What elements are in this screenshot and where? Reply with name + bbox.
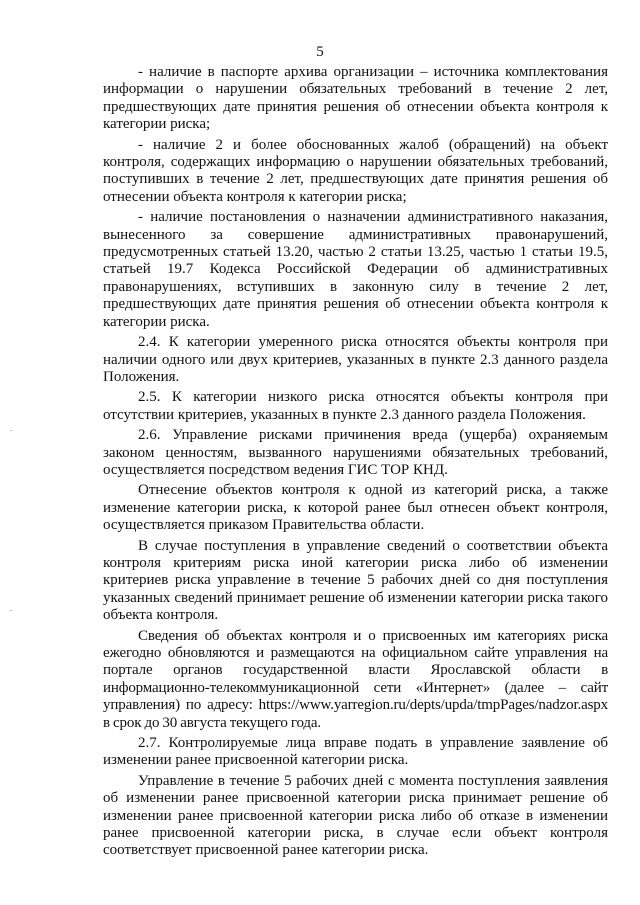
clause-2-6-risk-management: 2.6. Управление рисками причинения вреда (ущерба) охраняемым законом ценностям, вызванного нарушениями обязательных требований, осуществляется посредством ведения ГИС ТОР КНД. bbox=[103, 427, 608, 478]
document-body bbox=[103, 64, 608, 863]
application-decision: Управление в течение 5 рабочих дней с момента поступления заявления об изменении ранее присвоенной категории риска принимает решение об изменении ранее присвоенной категории риска либо об отказе в изменении ранее присвоенной категории риска, в случае если объект контроля соответствует присвоенной ранее категории риска. bbox=[103, 772, 608, 859]
criterion-archive-passport: - наличие в паспорте архива организации – источника комплектования информации о нарушении обязательных требований в течение 2 лет, предшествующих дате принятия решения об отнесении объекта контроля к категории риска; bbox=[103, 64, 608, 133]
risk-category-change: В случае поступления в управление сведений о соответствии объекта контроля критериям риска иной категории риска либо об изменении критериев риска управление в течение 5 рабочих дней со дня поступления указанных сведений принимает решение об изменении категории риска такого объекта контроля. bbox=[103, 537, 608, 624]
clause-2-4-moderate-risk: 2.4. К категории умеренного риска относятся объекты контроля при наличии одного или двух критериев, указанных в пункте 2.3 данного раздела Положения. bbox=[103, 334, 608, 385]
criterion-administrative-penalty: - наличие постановления о назначении административного наказания, вынесенного за совершение административных правонарушений, предусмотренных статьей 13.20, частью 2 статьи 13.25, частью 1 статьи 19.5, статьей 19.7 Кодекса Российской Федерации об административных правонарушениях, вступивших в законную силу в течение 2 лет, предшествующих дате принятия решения об отнесении объекта контроля к категории риска. bbox=[103, 209, 608, 330]
clause-2-7-application: 2.7. Контролируемые лица вправе подать в управление заявление об изменении ранее присвоенной категории риска. bbox=[103, 735, 608, 769]
scan-mark bbox=[10, 610, 12, 611]
criterion-complaints: - наличие 2 и более обоснованных жалоб (обращений) на объект контроля, содержащих информацию о нарушении обязательных требований, поступивших в течение 2 лет, предшествующих дате принятия решения об отнесении объекта контроля к категории риска; bbox=[103, 136, 608, 205]
clause-2-5-low-risk: 2.5. К категории низкого риска относятся объекты контроля при отсутствии критериев, указанных в пункте 2.3 данного раздела Положения. bbox=[103, 389, 608, 423]
page-number: 5 bbox=[316, 44, 324, 60]
risk-info-publication: Сведения об объектах контроля и о присвоенных им категориях риска ежегодно обновляются и размещаются на официальном сайте управления на портале органов государственной власти Ярославской области в информационно-телекоммуникационной сети «Интернет» (далее – сайт управления) по адресу: https://www.yarregion.ru/depts/upda/tmpPages/nadzor.aspx в срок до 30 августа текущего года. bbox=[103, 627, 608, 731]
scan-mark bbox=[10, 430, 12, 431]
risk-category-assignment: Отнесение объектов контроля к одной из категорий риска, а также изменение категории риска, к которой ранее был отнесен объект контроля, осуществляется приказом Правительства области. bbox=[103, 482, 608, 534]
